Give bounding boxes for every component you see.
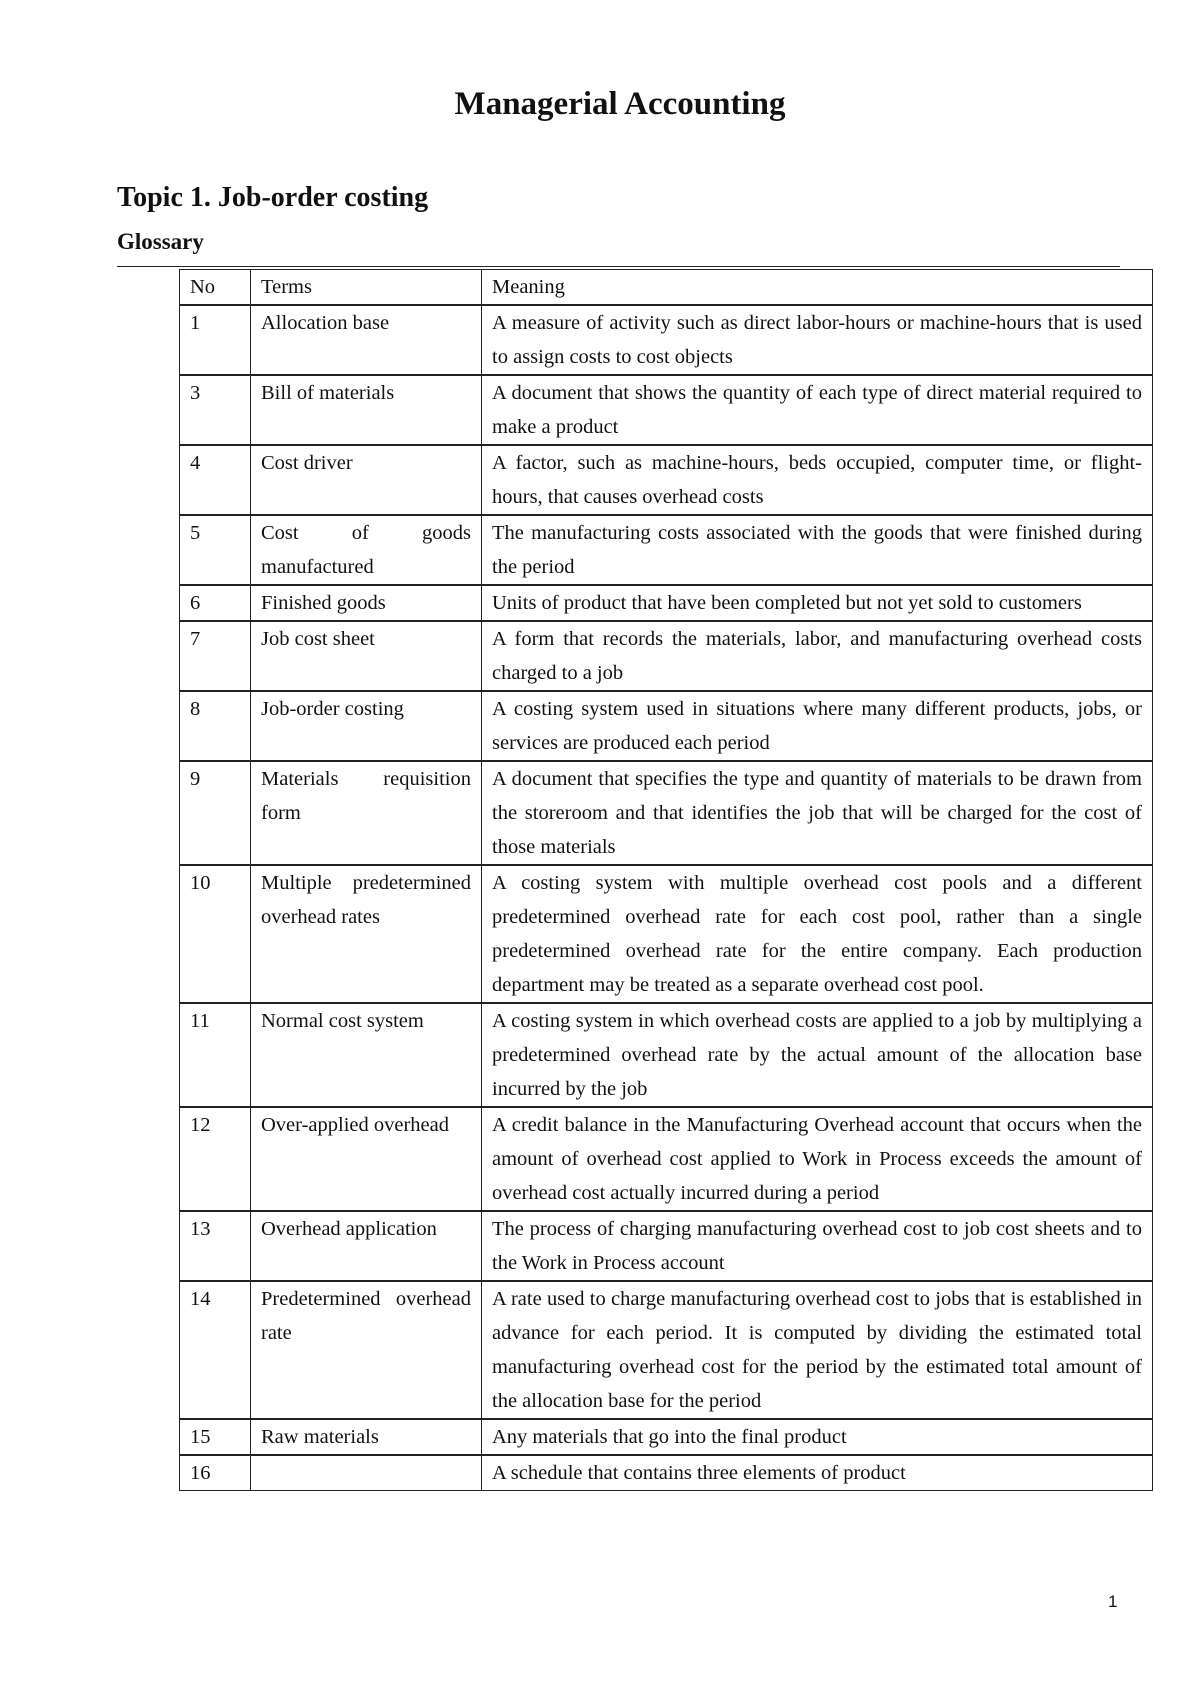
table-row (180, 865, 1153, 1003)
row-number: 13 (180, 1211, 251, 1281)
row-meaning: The manufacturing costs associated with the goods that were finished during the period (482, 515, 1153, 585)
table-row (180, 375, 1153, 445)
topic-heading: Topic 1. Job-order costing (117, 182, 429, 213)
section-heading: Glossary (117, 229, 204, 254)
table-row (180, 621, 1153, 691)
row-number: 8 (180, 691, 251, 761)
heading-divider (117, 266, 1120, 267)
row-number: 5 (180, 515, 251, 585)
row-meaning: A costing system in which overhead costs are applied to a job by multiplying a predetermined overhead rate by the actual amount of the allocation base incurred by the job (482, 1003, 1153, 1107)
header-meaning: Meaning (482, 270, 1153, 306)
row-meaning: Any materials that go into the final product (482, 1419, 1153, 1455)
row-meaning: Units of product that have been completed but not yet sold to customers (482, 585, 1153, 621)
row-meaning: A form that records the materials, labor, and manufacturing overhead costs charged to a job (482, 621, 1153, 691)
row-meaning: A document that shows the quantity of each type of direct material required to make a product (482, 375, 1153, 445)
table-row (180, 761, 1153, 865)
table-header-row (180, 270, 1153, 306)
row-meaning: A costing system with multiple overhead cost pools and a different predetermined overhead rate for each cost pool, rather than a single predetermined overhead rate for the entire company. Each production department may be treated as a separate overhead cost pool. (482, 865, 1153, 1003)
row-term: Job cost sheet (251, 621, 482, 691)
row-term: Normal cost system (251, 1003, 482, 1107)
row-meaning: A measure of activity such as direct labor-hours or machine-hours that is used to assign costs to cost objects (482, 305, 1153, 375)
row-number: 9 (180, 761, 251, 865)
table-row (180, 1281, 1153, 1419)
row-number: 11 (180, 1003, 251, 1107)
row-number: 6 (180, 585, 251, 621)
row-term (251, 1455, 482, 1491)
table-row (180, 1419, 1153, 1455)
header-no: No (180, 270, 251, 306)
row-meaning: A document that specifies the type and quantity of materials to be drawn from the storeroom and that identifies the job that will be charged for the cost of those materials (482, 761, 1153, 865)
row-term: Multiple predetermined overhead rates (251, 865, 482, 1003)
document-title: Managerial Accounting (454, 86, 786, 122)
row-term: Bill of materials (251, 375, 482, 445)
header-terms: Terms (251, 270, 482, 306)
glossary-table (179, 269, 1153, 1491)
table-row (180, 305, 1153, 375)
page-number: 1 (1108, 1592, 1118, 1611)
row-meaning: The process of charging manufacturing overhead cost to job cost sheets and to the Work in Process account (482, 1211, 1153, 1281)
row-term: Allocation base (251, 305, 482, 375)
row-term: Cost driver (251, 445, 482, 515)
table-row (180, 515, 1153, 585)
row-number: 4 (180, 445, 251, 515)
table-row (180, 691, 1153, 761)
row-term: Raw materials (251, 1419, 482, 1455)
row-number: 14 (180, 1281, 251, 1419)
row-number: 16 (180, 1455, 251, 1491)
row-term: Materials requisition form (251, 761, 482, 865)
row-meaning: A rate used to charge manufacturing overhead cost to jobs that is established in advance for each period. It is computed by dividing the estimated total manufacturing overhead cost for the period by the estimated total amount of the allocation base for the period (482, 1281, 1153, 1419)
table-row (180, 1211, 1153, 1281)
row-number: 7 (180, 621, 251, 691)
row-number: 10 (180, 865, 251, 1003)
row-number: 12 (180, 1107, 251, 1211)
table-row (180, 585, 1153, 621)
row-meaning: A factor, such as machine-hours, beds occupied, computer time, or flight-hours, that causes overhead costs (482, 445, 1153, 515)
row-meaning: A schedule that contains three elements of product (482, 1455, 1153, 1491)
table-row (180, 1003, 1153, 1107)
row-number: 15 (180, 1419, 251, 1455)
table-row (180, 1455, 1153, 1491)
row-number: 3 (180, 375, 251, 445)
row-term: Cost of goods manufactured (251, 515, 482, 585)
row-term: Over-applied overhead (251, 1107, 482, 1211)
row-number: 1 (180, 305, 251, 375)
table-row (180, 1107, 1153, 1211)
row-term: Overhead application (251, 1211, 482, 1281)
row-meaning: A costing system used in situations where many different products, jobs, or services are produced each period (482, 691, 1153, 761)
table-row (180, 445, 1153, 515)
row-term: Job-order costing (251, 691, 482, 761)
row-term: Predetermined overhead rate (251, 1281, 482, 1419)
row-term: Finished goods (251, 585, 482, 621)
row-meaning: A credit balance in the Manufacturing Overhead account that occurs when the amount of overhead cost applied to Work in Process exceeds the amount of overhead cost actually incurred during a period (482, 1107, 1153, 1211)
